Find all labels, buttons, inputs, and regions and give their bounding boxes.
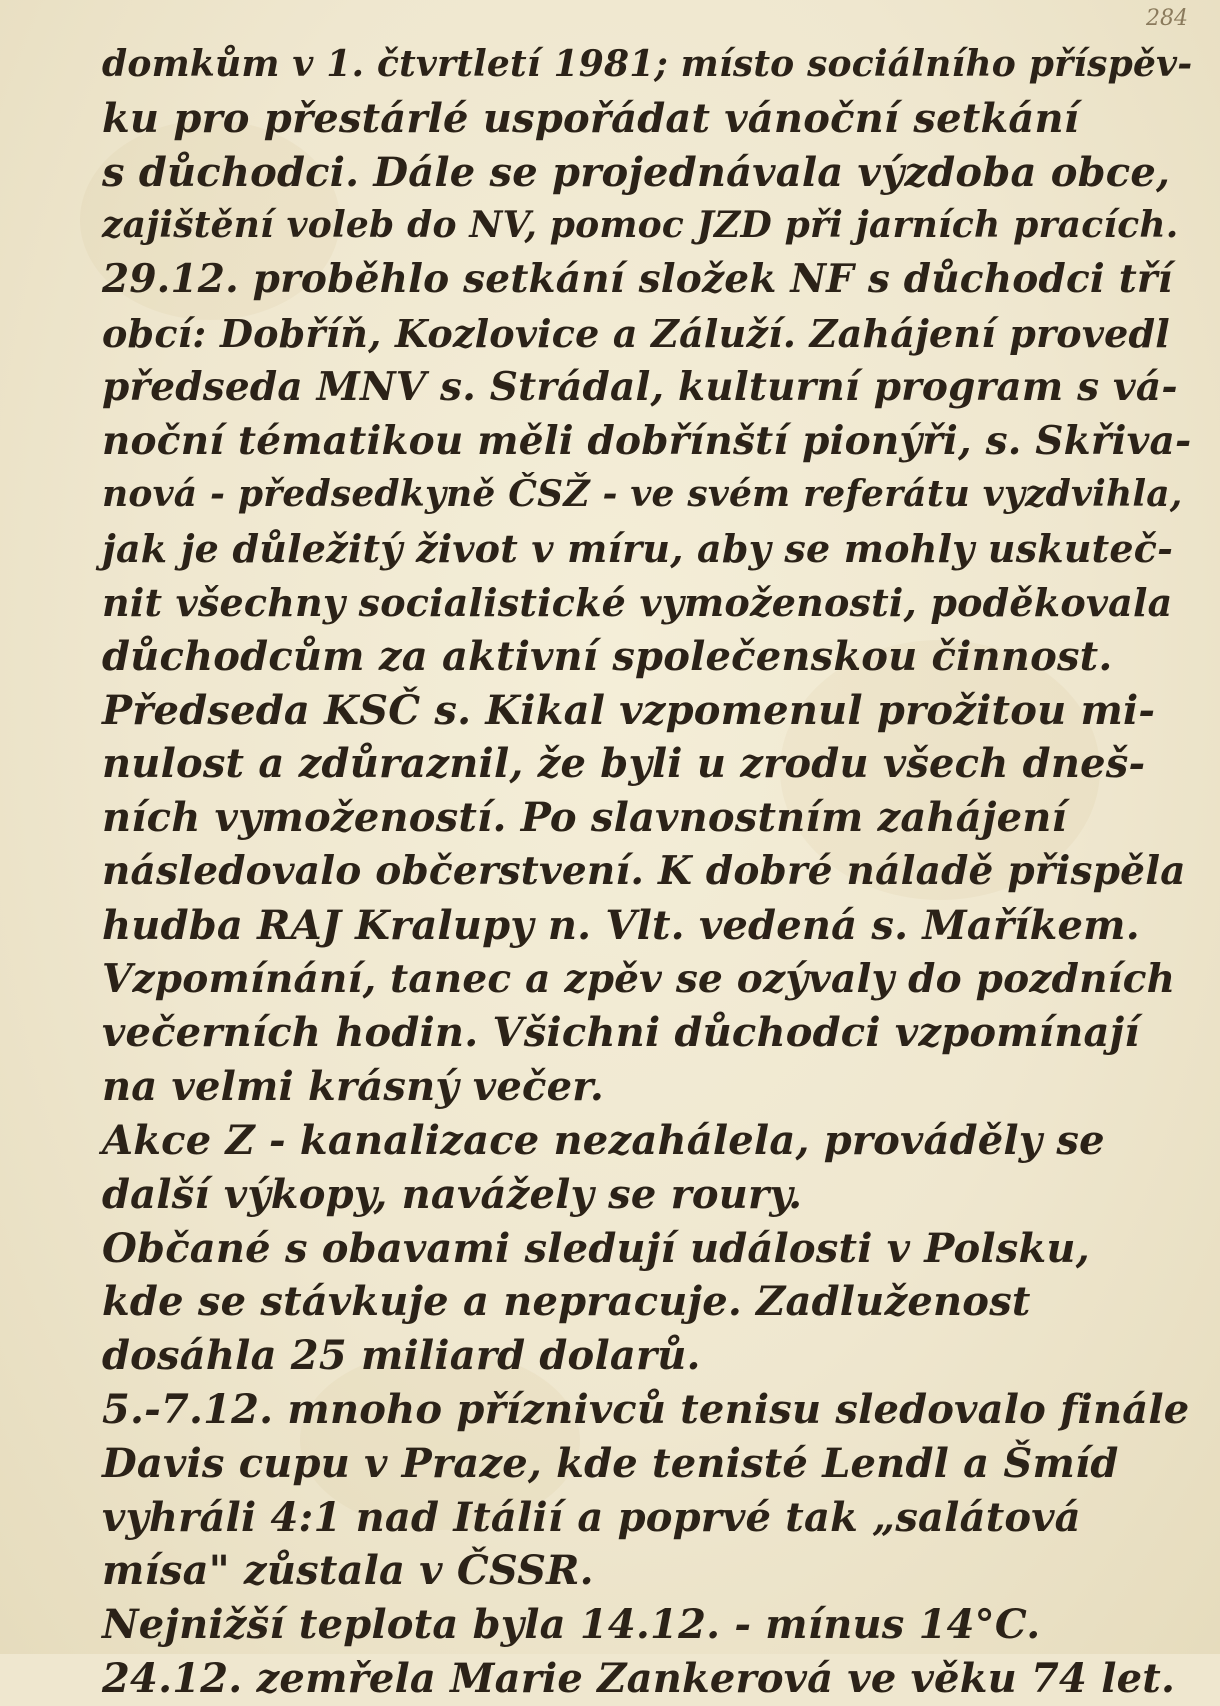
text-line: Nejnižší teplota byla 14.12. - mínus 14°C.	[102, 1601, 1041, 1649]
text-line: předseda MNV s. Strádal, kulturní program s vá-	[102, 363, 1178, 410]
text-line: jak je důležitý život v míru, aby se mohly uskuteč-	[102, 526, 1174, 572]
text-line: na velmi krásný večer.	[102, 1063, 604, 1111]
text-line: zajištění voleb do NV, pomoc JZD při jarních pracích.	[102, 204, 1179, 247]
text-line: večerních hodin. Všichni důchodci vzpomínají	[102, 1009, 1140, 1057]
text-line: noční tématikou měli dobřínští pionýři, s. Skřiva-	[102, 417, 1192, 464]
handwritten-text-block	[102, 38, 1192, 1706]
text-line: další výkopy, navážely se roury.	[102, 1170, 803, 1218]
text-line: Občané s obavami sledují události v Polsku,	[102, 1224, 1090, 1272]
text-line: důchodcům za aktivní společenskou činnost.	[102, 632, 1113, 680]
text-line: ních vymožeností. Po slavnostním zahájení	[102, 794, 1067, 842]
text-line: 29.12. proběhlo setkání složek NF s důchodci tří	[102, 256, 1173, 303]
text-line: s důchodci. Dále se projednávala výzdoba obce,	[102, 148, 1171, 196]
text-line: hudba RAJ Kralupy n. Vlt. vedená s. Maříkem.	[102, 901, 1140, 949]
text-line: Akce Z - kanalizace nezahálela, prováděly se	[102, 1116, 1105, 1164]
text-line: nit všechny socialistické vymoženosti, poděkovala	[102, 579, 1173, 625]
page-number: 284	[1146, 6, 1188, 31]
text-line: mísa" zůstala v ČSSR.	[102, 1547, 594, 1595]
text-line: nulost a zdůraznil, že byli u zrodu všech dneš-	[102, 740, 1146, 788]
text-line: vyhráli 4:1 nad Itálií a poprvé tak „salátová	[102, 1493, 1081, 1541]
text-line: dosáhla 25 miliard dolarů.	[102, 1332, 701, 1380]
text-line: obcí: Dobříň, Kozlovice a Záluží. Zahájení provedl	[102, 310, 1170, 356]
text-line: 5.-7.12. mnoho příznivců tenisu sledovalo finále	[102, 1385, 1190, 1433]
text-line: následovalo občerstvení. K dobré náladě přispěla	[102, 847, 1186, 894]
text-line: nová - předsedkyně ČSŽ - ve svém referátu vyzdvihla,	[102, 473, 1183, 516]
text-line: 24.12. zemřela Marie Zankerová ve věku 74 let.	[102, 1654, 1176, 1702]
text-line: ku pro přestárlé uspořádat vánoční setkání	[102, 94, 1080, 142]
text-line: Předseda KSČ s. Kikal vzpomenul prožitou mi-	[102, 686, 1156, 734]
text-line: Vzpomínání, tanec a zpěv se ozývaly do pozdních	[102, 955, 1176, 1002]
text-line: kde se stávkuje a nepracuje. Zadluženost	[102, 1278, 1031, 1326]
text-line: Davis cupu v Praze, kde tenisté Lendl a Šmíd	[102, 1439, 1119, 1487]
text-line: domkům v 1. čtvrtletí 1981; místo sociálního příspěv-	[102, 43, 1193, 85]
